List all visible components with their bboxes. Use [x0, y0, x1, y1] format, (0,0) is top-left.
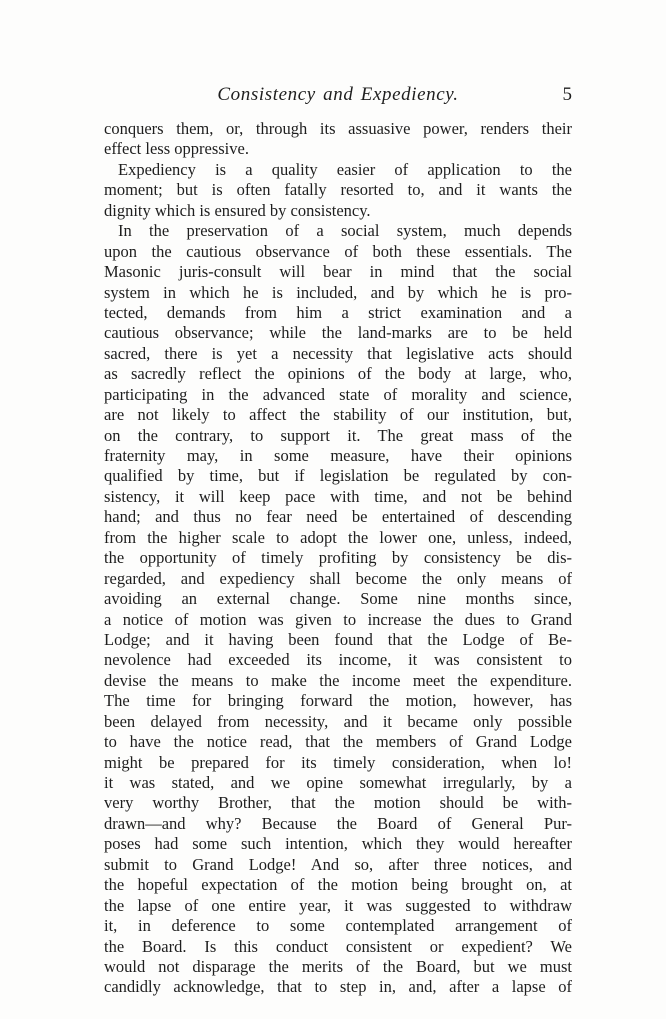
text-line: very worthy Brother, that the motion should be with- [104, 793, 572, 813]
text-line: cautious observance; while the land-marks are to be held [104, 323, 572, 343]
text-line: sistency, it will keep pace with time, and not be behind [104, 486, 572, 506]
text-line: Lodge; and it having been found that the Lodge of Be- [104, 629, 572, 649]
text-line: moment; but is often fatally resorted to, and it wants the [104, 180, 572, 200]
text-line: The time for bringing forward the motion, however, has [104, 691, 572, 711]
text-line: the hopeful expectation of the motion being brought on, at [104, 875, 572, 895]
text-line: as sacredly reflect the opinions of the body at large, who, [104, 364, 572, 384]
text-line: conquers them, or, through its assuasive power, renders their [104, 119, 572, 138]
text-line: the lapse of one entire year, it was suggested to withdraw [104, 895, 572, 915]
text-line: sacred, there is yet a necessity that legislative acts should [104, 343, 572, 363]
text-line: the opportunity of timely profiting by consistency be dis- [104, 548, 572, 568]
running-title: Consistency and Expediency. [217, 84, 459, 105]
text-line: poses had some such intention, which they would hereafter [104, 834, 572, 854]
text-line: to have the notice read, that the members of Grand Lodge [104, 732, 572, 752]
text-line: participating in the advanced state of morality and science, [104, 384, 572, 404]
text-line: hand; and thus no fear need be entertained of descending [104, 507, 572, 527]
text-line: a notice of motion was given to increase the dues to Grand [104, 609, 572, 629]
text-line: from the higher scale to adopt the lower one, unless, indeed, [104, 527, 572, 547]
text-line: avoiding an external change. Some nine months since, [104, 589, 572, 609]
text-line: candidly acknowledge, that to step in, and, after a lapse of [104, 977, 572, 997]
body-text [104, 119, 572, 998]
text-line: drawn—and why? Because the Board of General Pur- [104, 813, 572, 833]
running-head [104, 84, 572, 110]
text-line: tected, demands from him a strict examination and a [104, 302, 572, 322]
text-line: it, in deference to some contemplated arrangement of [104, 916, 572, 936]
text-line: might be prepared for its timely consideration, when lo! [104, 752, 572, 772]
text-line: Expediency is a quality easier of application to the [118, 159, 572, 179]
text-line: nevolence had exceeded its income, it was consistent to [104, 650, 572, 670]
text-line: fraternity may, in some measure, have their opinions [104, 446, 572, 465]
page-number: 5 [562, 84, 572, 105]
text-line: submit to Grand Lodge! And so, after three notices, and [104, 854, 572, 874]
text-line: upon the cautious observance of both these essentials. The [104, 241, 572, 261]
text-line: regarded, and expediency shall become the only means of [104, 568, 572, 588]
text-line: system in which he is included, and by which he is pro- [104, 282, 572, 302]
text-line: on the contrary, to support it. The great mass of the [104, 425, 572, 445]
text-line: devise the means to make the income meet the expenditure. [104, 670, 572, 690]
text-line: dignity which is ensured by consistency. [104, 200, 371, 220]
text-line: been delayed from necessity, and it became only possible [104, 711, 572, 731]
text-line: would not disparage the merits of the Board, but we must [104, 956, 572, 976]
text-line: the Board. Is this conduct consistent or expedient? We [104, 936, 572, 956]
text-line: effect less oppressive. [104, 139, 249, 159]
text-line: are not likely to affect the stability of our institution, but, [104, 405, 572, 425]
text-line: Masonic juris-consult will bear in mind that the social [104, 262, 572, 282]
text-line: In the preservation of a social system, much depends [118, 221, 572, 241]
text-line: it was stated, and we opine somewhat irregularly, by a [104, 773, 572, 792]
text-line: qualified by time, but if legislation be regulated by con- [104, 466, 572, 486]
